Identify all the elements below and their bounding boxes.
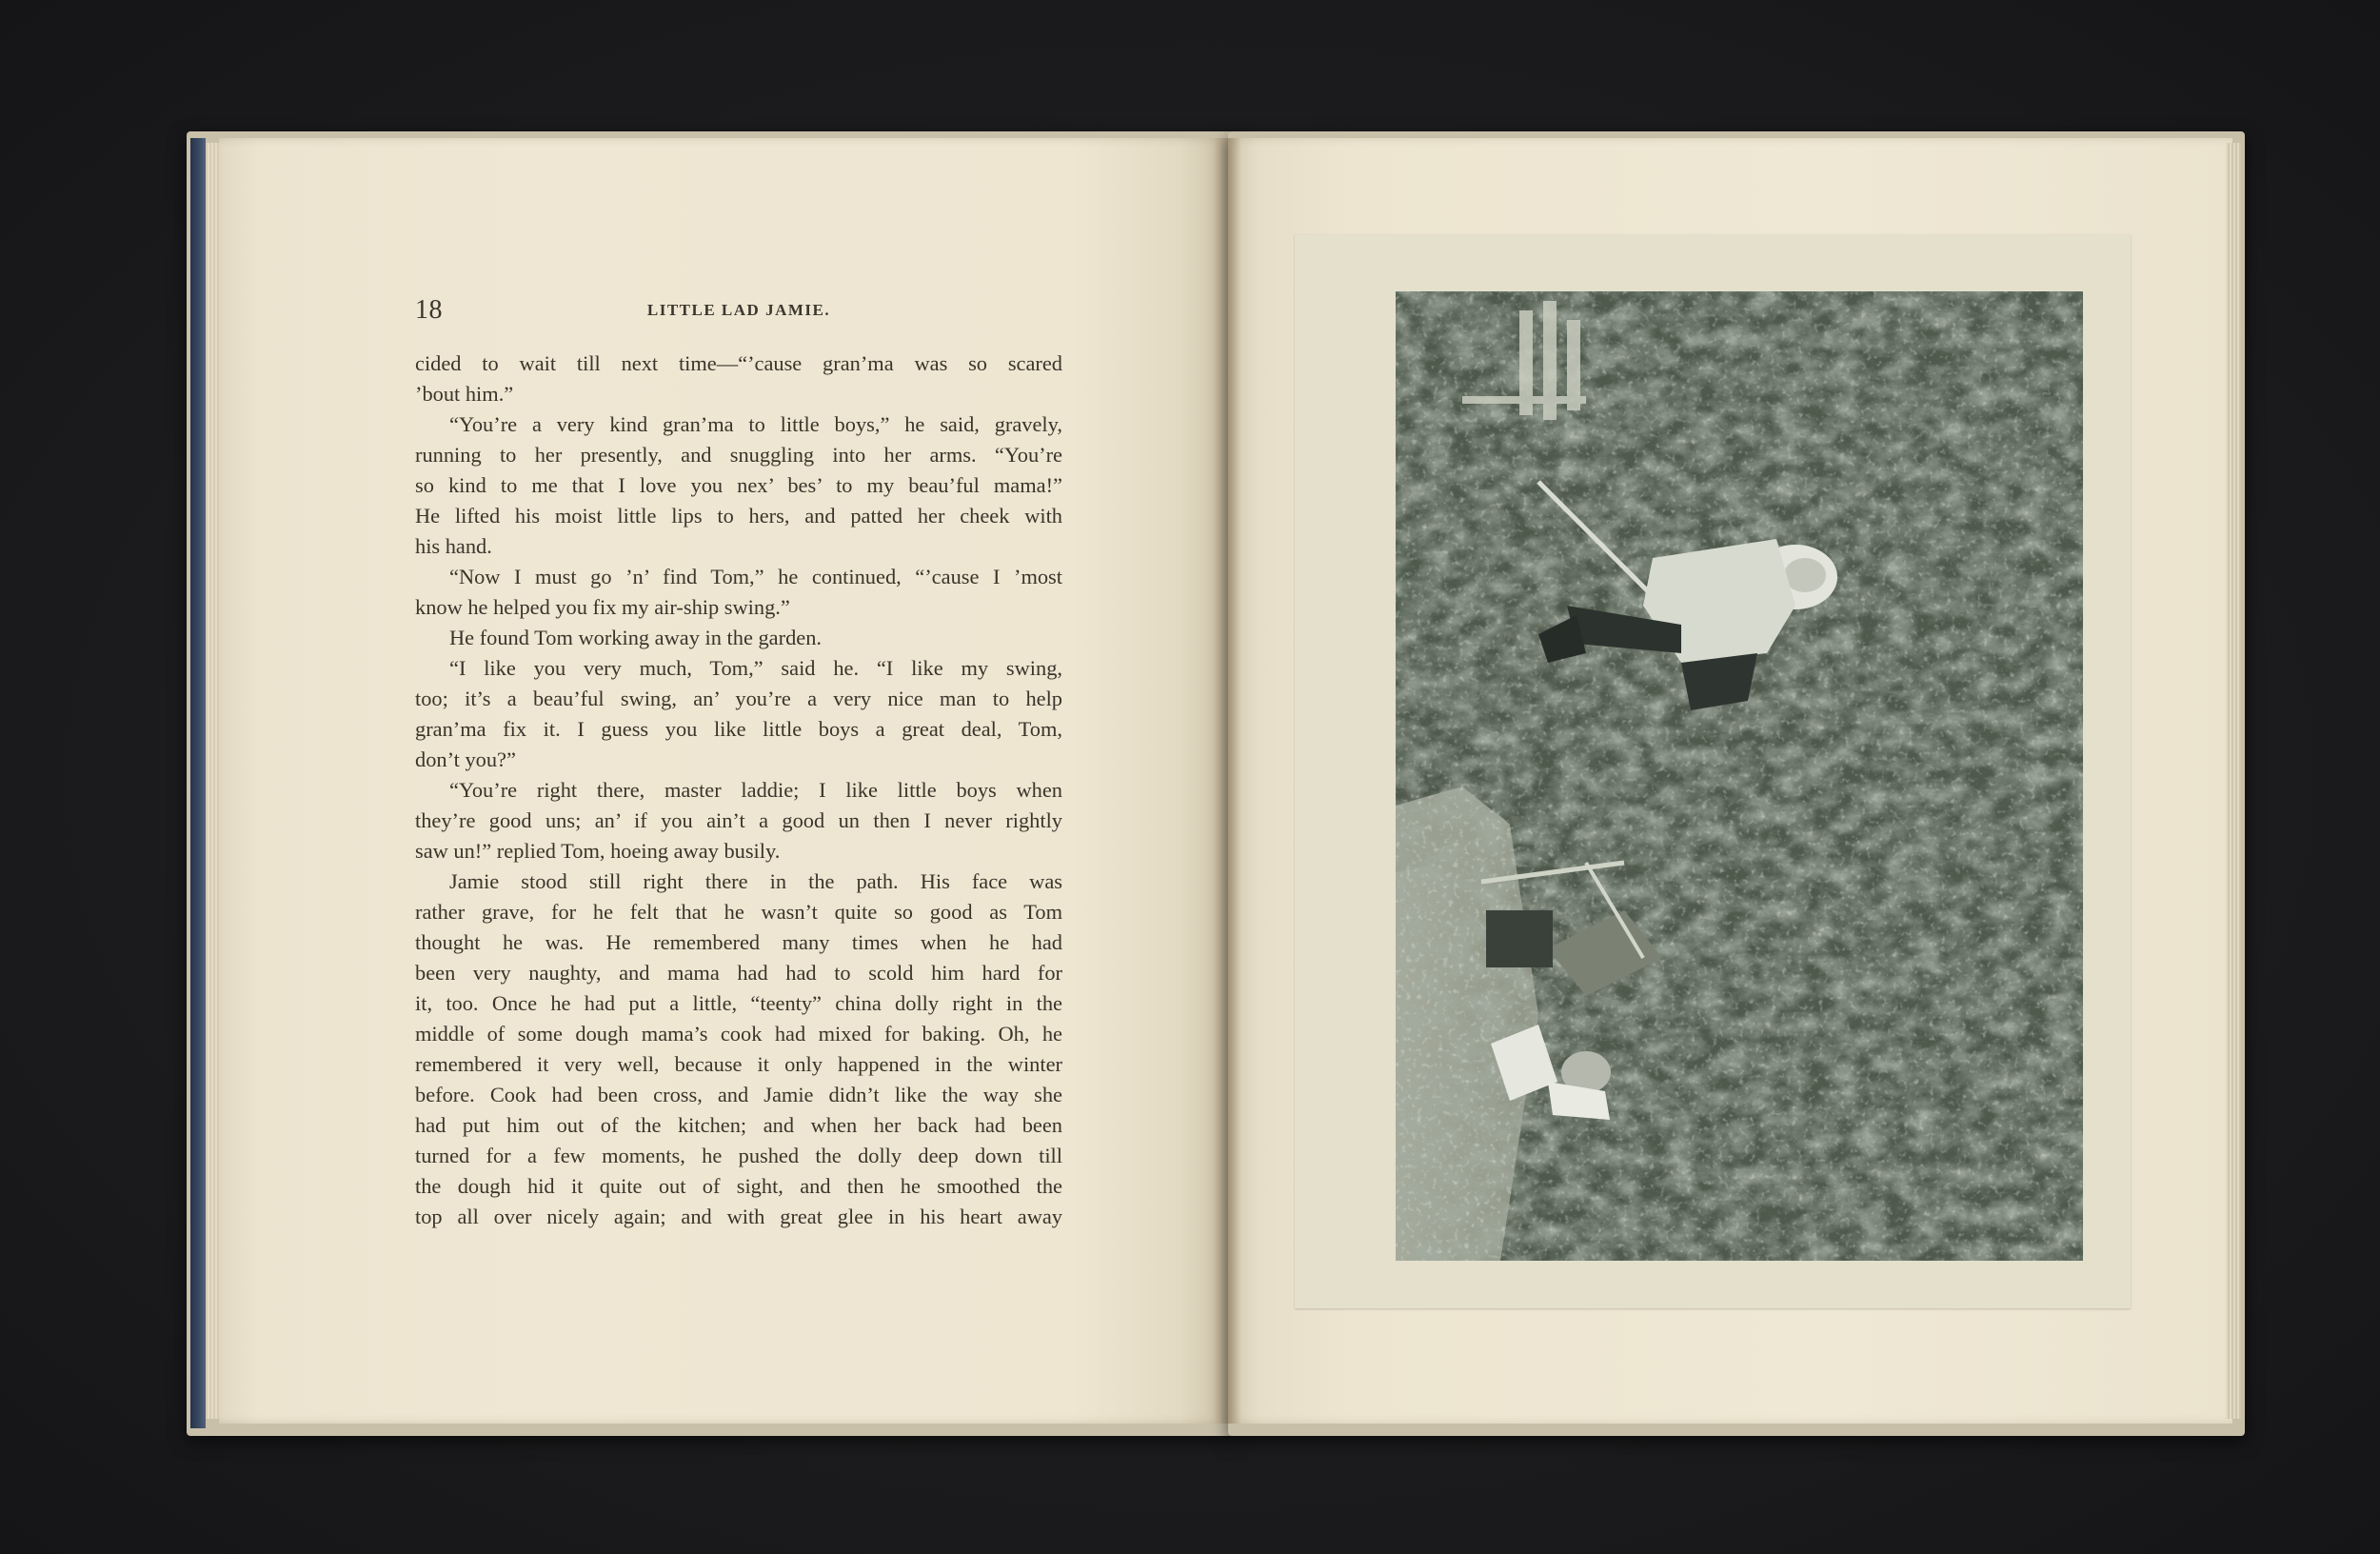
text-line: they’re good uns; an’ if you ain’t a good un then I never rightly [415,808,1062,832]
book-spine-edge [190,138,206,1428]
text-line: middle of some dough mama’s cook had mixed for baking. Oh, he [415,1022,1062,1046]
text-line: had put him out of the kitchen; and when her back had been [415,1113,1062,1137]
text-line: the dough hid it quite out of sight, and then he smoothed the [415,1174,1062,1198]
text-line: saw un!” replied Tom, hoeing away busily. [415,839,781,863]
text-line: too; it’s a beau’ful swing, an’ you’re a very nice man to help [415,687,1062,710]
text-line: been very naughty, and mama had had to scold him hard for [415,961,1062,985]
running-title: LITTLE LAD JAMIE. [646,301,831,319]
page-text [415,349,1062,1232]
text-line: “You’re right there, master laddie; I like little boys when [449,778,1062,802]
running-head [415,295,1062,329]
book-gutter [1215,138,1241,1424]
page-number: 18 [415,295,443,325]
page-edges-right [2226,143,2241,1419]
text-line: it, too. Once he had put a little, “teenty” china dolly right in the [415,991,1062,1015]
text-line: his hand. [415,534,492,558]
text-line: cided to wait till next time—“’cause gran’ma was so scared [415,351,1062,375]
text-line: rather grave, for he felt that he wasn’t quite so good as Tom [415,900,1062,924]
text-line: thought he was. He remembered many times when he had [415,930,1062,954]
text-line: He lifted his moist little lips to hers, and patted her cheek with [415,504,1062,528]
text-line: ’bout him.” [415,382,514,406]
text-line: know he helped you fix my air-ship swing.” [415,595,790,619]
text-line: He found Tom working away in the garden. [449,626,823,649]
text-line: “You’re a very kind gran’ma to little boys,” he said, gravely, [449,412,1062,436]
text-line: don’t you?” [415,747,516,771]
text-line: “I like you very much, Tom,” said he. “I like my swing, [449,656,1062,680]
text-line: remembered it very well, because it only happened in the winter [415,1052,1062,1076]
text-line: turned for a few moments, he pushed the dolly deep down till [415,1144,1062,1167]
garden-photograph [1396,291,2083,1261]
text-line: so kind to me that I love you nex’ bes’ to my beau’ful mama!” [415,473,1062,497]
text-line: Jamie stood still right there in the path. His face was [449,869,1062,893]
text-line: gran’ma fix it. I guess you like little boys a great deal, Tom, [415,717,1062,741]
text-line: top all over nicely again; and with great glee in his heart away [415,1205,1062,1228]
text-line: before. Cook had been cross, and Jamie didn’t like the way she [415,1083,1062,1106]
text-line: “Now I must go ’n’ find Tom,” he continued, “’cause I ’most [449,565,1062,588]
text-line: running to her presently, and snuggling into her arms. “You’re [415,443,1062,467]
